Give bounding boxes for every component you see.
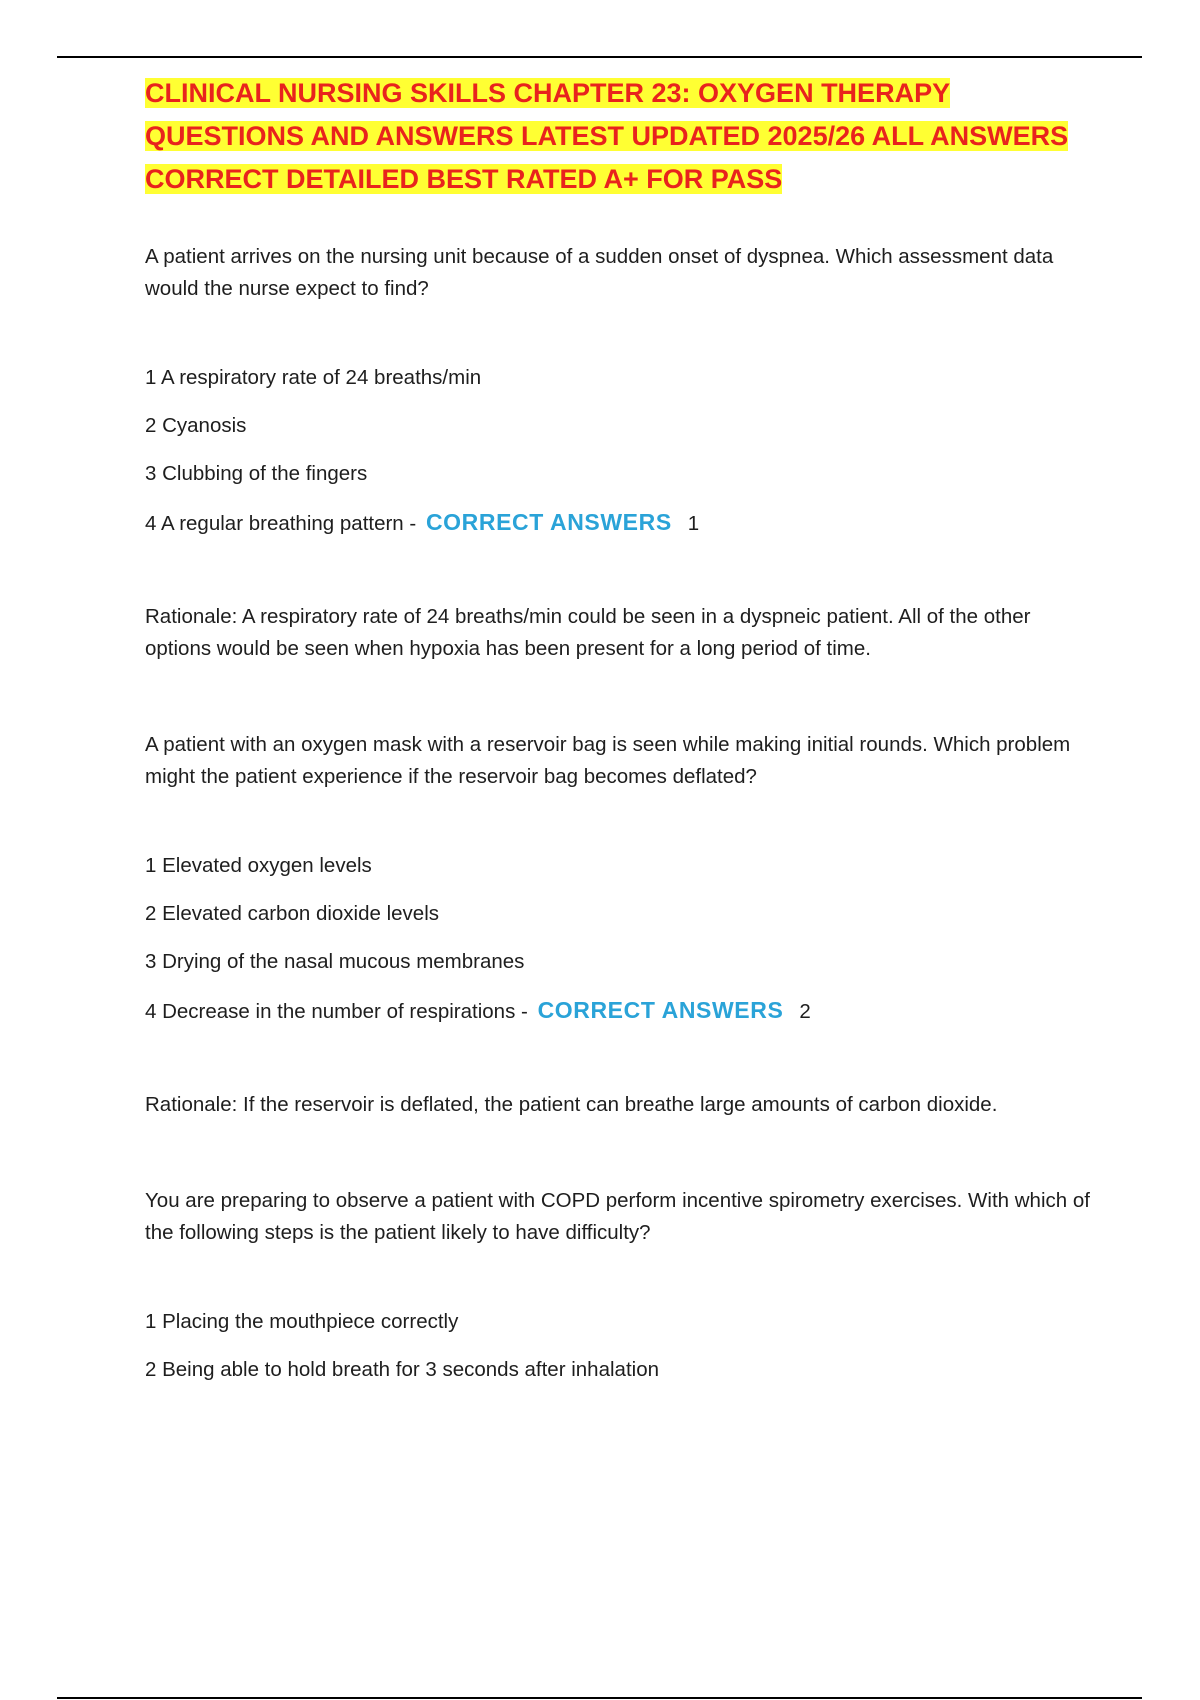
option-item: 2 Cyanosis [145, 414, 247, 437]
question-stem: A patient with an oxygen mask with a reservoir bag is seen while making initial rounds. Which problem might the patient experience if the reservoir bag becomes deflated? [145, 733, 1071, 788]
top-rule [57, 56, 1142, 58]
option-list [145, 365, 1095, 557]
option-item: 1 Elevated oxygen levels [145, 854, 372, 877]
rationale-text: Rationale: A respiratory rate of 24 breaths/min could be seen in a dyspneic patient. All of the other options would be seen when hypoxia has been present for a long period of time. [145, 605, 1031, 660]
option-text: 4 A regular breathing pattern - [145, 512, 417, 535]
question-block [145, 729, 1095, 1121]
document-title: CLINICAL NURSING SKILLS CHAPTER 23: OXYGEN THERAPY QUESTIONS AND ANSWERS LATEST UPDATED 2025/26 ALL ANSWERS CORRECT DETAILED BEST RATED A+ FOR PASS [145, 78, 1069, 194]
option-item: 1 Placing the mouthpiece correctly [145, 1310, 459, 1333]
option-item: 3 Drying of the nasal mucous membranes [145, 950, 525, 973]
document-body [145, 72, 1095, 1405]
option-item: 1 A respiratory rate of 24 breaths/min [145, 366, 482, 389]
option-list [145, 853, 1095, 1045]
question-block [145, 1185, 1095, 1405]
correct-answer-value: 2 [799, 1000, 811, 1023]
option-text: 4 Decrease in the number of respirations - [145, 1000, 528, 1023]
bottom-rule [57, 1697, 1142, 1699]
rationale-text: Rationale: If the reservoir is deflated, the patient can breathe large amounts of carbon dioxide. [145, 1093, 998, 1116]
correct-answer-value: 1 [687, 512, 700, 535]
question-stem: A patient arrives on the nursing unit because of a sudden onset of dyspnea. Which assessment data would the nurse expect to find? [145, 245, 1054, 300]
option-item-with-answer [145, 997, 1095, 1045]
correct-answers-label: CORRECT ANSWERS [537, 997, 784, 1023]
question-block [145, 241, 1095, 665]
option-item-with-answer [145, 509, 1095, 557]
option-item: 2 Being able to hold breath for 3 seconds after inhalation [145, 1358, 659, 1381]
question-stem: You are preparing to observe a patient with COPD perform incentive spirometry exercises. With which of the following steps is the patient likely to have difficulty? [145, 1189, 1090, 1244]
option-item: 3 Clubbing of the fingers [145, 462, 368, 485]
option-item: 2 Elevated carbon dioxide levels [145, 902, 440, 925]
option-list [145, 1309, 1095, 1405]
correct-answers-label: CORRECT ANSWERS [425, 509, 672, 535]
